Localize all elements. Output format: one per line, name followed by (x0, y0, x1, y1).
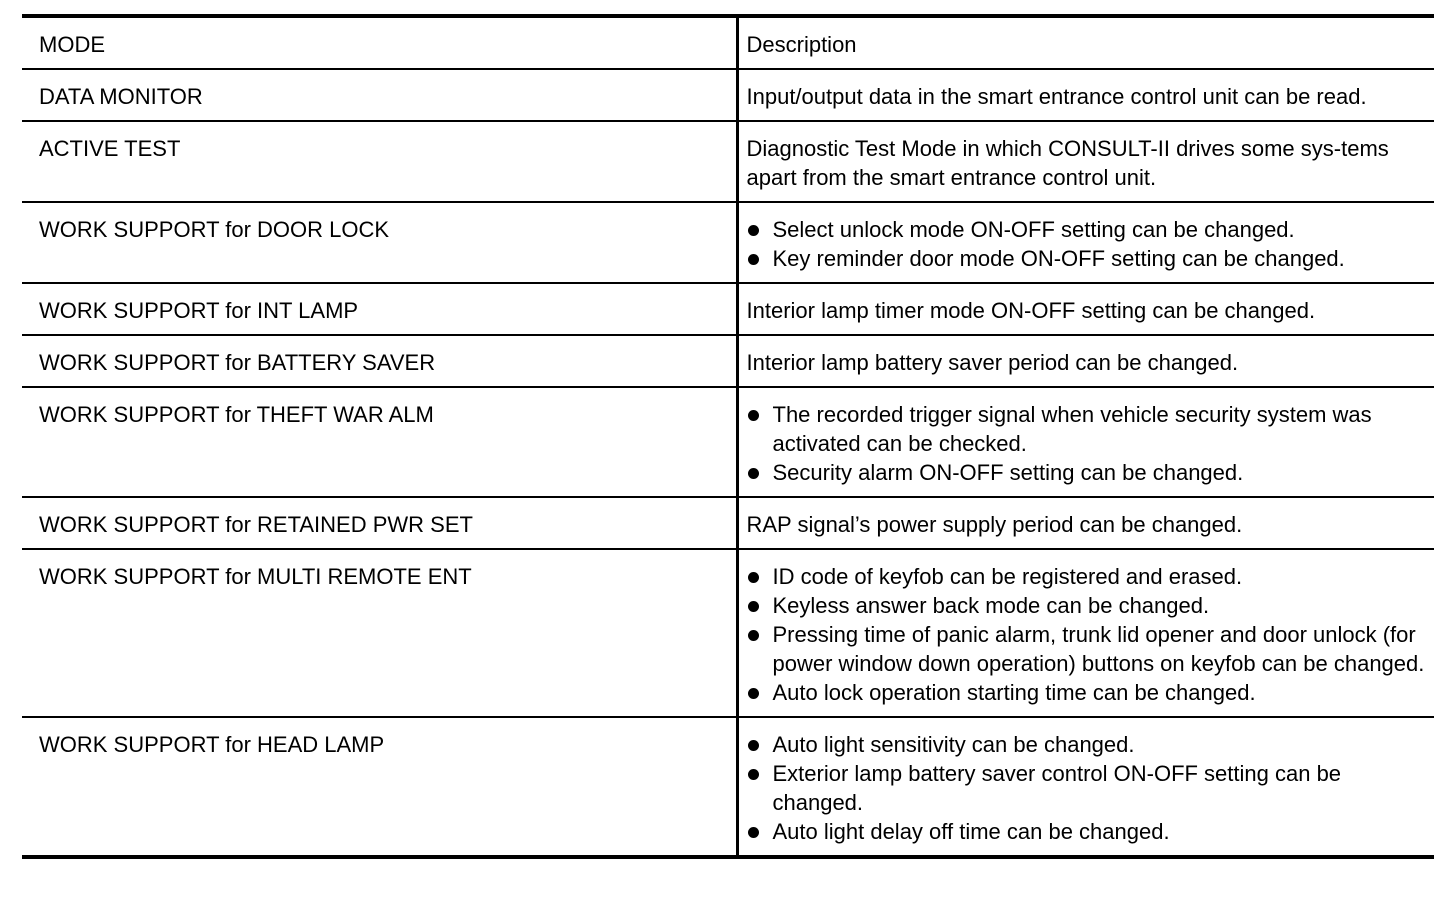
bullet-list (747, 400, 1427, 487)
table-header-row (22, 16, 1434, 69)
list-item-text: Key reminder door mode ON-OFF setting can be changed. (772, 246, 1345, 271)
header-mode: MODE (22, 16, 737, 69)
table-row (22, 69, 1434, 121)
row-description: Interior lamp timer mode ON-OFF setting can be changed. (737, 283, 1434, 335)
table-row (22, 717, 1434, 857)
list-item (747, 244, 1427, 273)
list-item (747, 591, 1427, 620)
row-description (737, 202, 1434, 283)
bullet-icon (748, 630, 759, 641)
list-item (747, 400, 1427, 458)
row-mode: WORK SUPPORT for MULTI REMOTE ENT (22, 549, 737, 717)
mode-table (22, 14, 1434, 859)
bullet-icon (748, 410, 759, 421)
table-row (22, 497, 1434, 549)
row-mode: DATA MONITOR (22, 69, 737, 121)
list-item (747, 458, 1427, 487)
list-item-text: Auto light delay off time can be changed. (772, 819, 1170, 844)
row-mode: WORK SUPPORT for RETAINED PWR SET (22, 497, 737, 549)
list-item-text: Keyless answer back mode can be changed. (772, 593, 1210, 618)
bullet-list (747, 215, 1427, 273)
list-item (747, 562, 1427, 591)
bullet-icon (748, 769, 759, 780)
bullet-icon (748, 601, 759, 612)
table-row (22, 549, 1434, 717)
bullet-icon (748, 572, 759, 583)
row-description: RAP signal’s power supply period can be changed. (737, 497, 1434, 549)
mode-table-container (22, 14, 1434, 859)
bullet-icon (748, 225, 759, 236)
table-row (22, 387, 1434, 497)
row-mode: WORK SUPPORT for THEFT WAR ALM (22, 387, 737, 497)
row-description (737, 549, 1434, 717)
row-mode: ACTIVE TEST (22, 121, 737, 202)
bullet-icon (748, 468, 759, 479)
bullet-icon (748, 688, 759, 699)
table-row (22, 121, 1434, 202)
row-mode: WORK SUPPORT for HEAD LAMP (22, 717, 737, 857)
table-row (22, 283, 1434, 335)
list-item-text: The recorded trigger signal when vehicle security system was activated can be checked. (772, 402, 1372, 456)
row-description: Input/output data in the smart entrance control unit can be read. (737, 69, 1434, 121)
table-row (22, 335, 1434, 387)
list-item (747, 620, 1427, 678)
list-item (747, 215, 1427, 244)
bullet-list (747, 730, 1427, 846)
table-row (22, 202, 1434, 283)
row-description: Interior lamp battery saver period can be changed. (737, 335, 1434, 387)
list-item-text: ID code of keyfob can be registered and erased. (772, 564, 1243, 589)
bullet-icon (748, 254, 759, 265)
bullet-list (747, 562, 1427, 707)
row-description (737, 717, 1434, 857)
list-item-text: Select unlock mode ON-OFF setting can be changed. (772, 217, 1295, 242)
header-description: Description (737, 16, 1434, 69)
list-item (747, 817, 1427, 846)
list-item-text: Pressing time of panic alarm, trunk lid opener and door unlock (for power window down operation) buttons on keyfob can be changed. (772, 622, 1425, 676)
row-description (737, 387, 1434, 497)
bullet-icon (748, 740, 759, 751)
row-mode: WORK SUPPORT for INT LAMP (22, 283, 737, 335)
row-mode: WORK SUPPORT for DOOR LOCK (22, 202, 737, 283)
row-mode: WORK SUPPORT for BATTERY SAVER (22, 335, 737, 387)
bullet-icon (748, 827, 759, 838)
list-item-text: Exterior lamp battery saver control ON-OFF setting can be changed. (772, 761, 1342, 815)
row-description: Diagnostic Test Mode in which CONSULT-II drives some sys-tems apart from the smart entrance control unit. (737, 121, 1434, 202)
list-item-text: Security alarm ON-OFF setting can be changed. (772, 460, 1244, 485)
list-item (747, 678, 1427, 707)
list-item-text: Auto lock operation starting time can be changed. (772, 680, 1256, 705)
list-item (747, 730, 1427, 759)
list-item-text: Auto light sensitivity can be changed. (772, 732, 1135, 757)
list-item (747, 759, 1427, 817)
